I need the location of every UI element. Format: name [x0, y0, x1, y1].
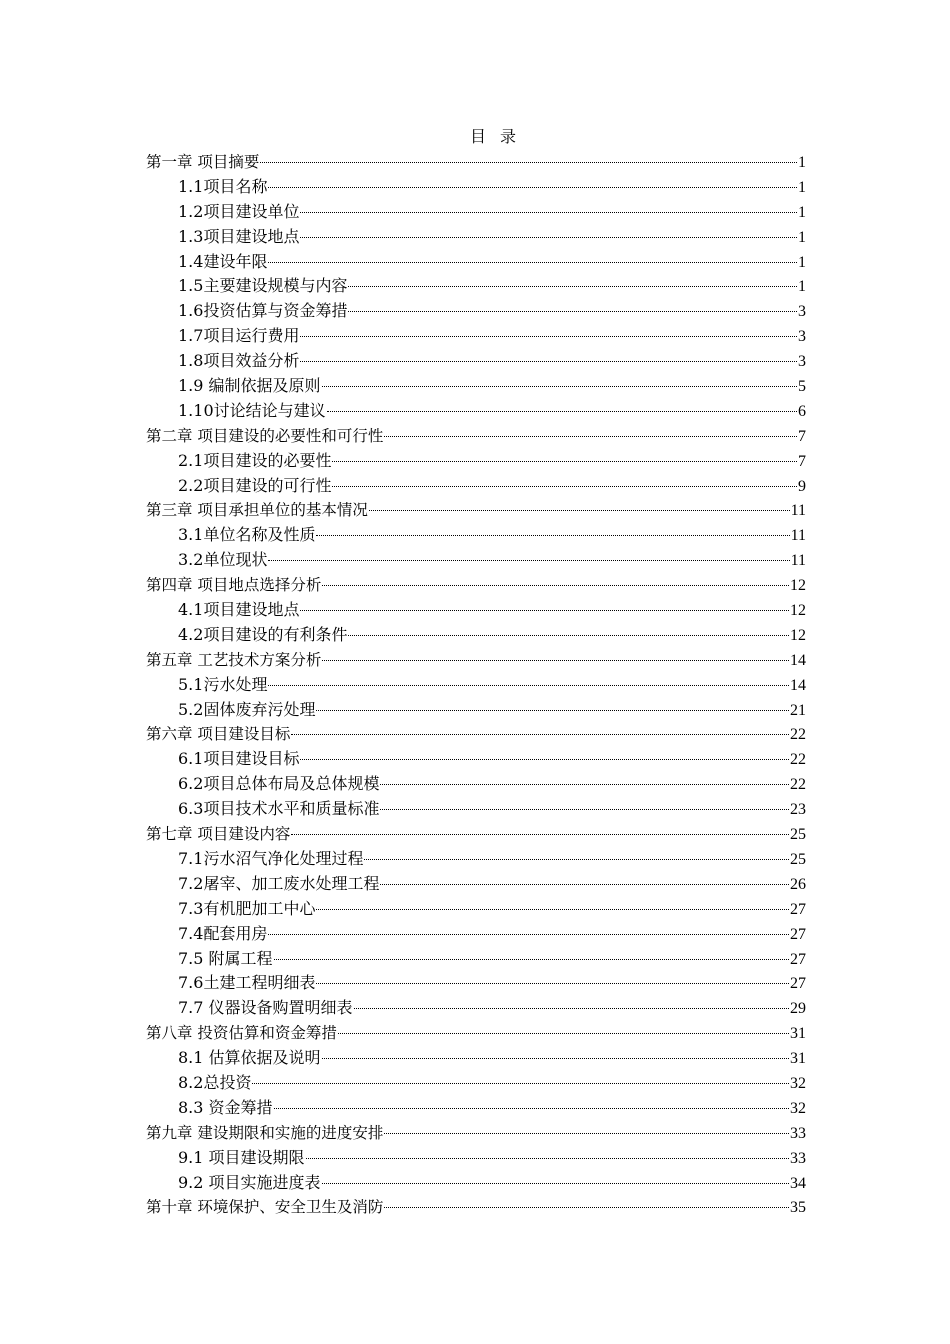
- toc-section-entry[interactable]: [146, 474, 806, 499]
- toc-section-entry[interactable]: [146, 872, 806, 897]
- toc-page-number: 32: [790, 1074, 806, 1092]
- toc-entry-label: 6.2项目总体布局及总体规模: [178, 774, 380, 794]
- toc-entry-label: 第七章 项目建设内容: [146, 825, 291, 844]
- toc-page-number: 5: [798, 378, 806, 396]
- toc-dot-leader: [364, 858, 789, 860]
- toc-entry-label: 7.5 附属工程: [178, 948, 273, 968]
- toc-section-entry[interactable]: [146, 449, 806, 474]
- toc-dot-leader: [268, 684, 789, 686]
- toc-page-number: 34: [790, 1174, 806, 1192]
- toc-chapter-entry[interactable]: [146, 648, 806, 673]
- toc-page-number: 12: [790, 626, 806, 644]
- toc-entry-label: 4.2项目建设的有利条件: [178, 624, 348, 644]
- toc-page-number: 1: [798, 154, 806, 171]
- toc-dot-leader: [306, 1157, 789, 1159]
- toc-dot-leader: [268, 261, 797, 263]
- toc-section-entry[interactable]: [146, 1096, 806, 1121]
- toc-entry-label: 7.2屠宰、加工废水处理工程: [178, 873, 380, 893]
- toc-page-number: 22: [790, 726, 806, 744]
- toc-entry-label: 第八章 投资估算和资金筹措: [146, 1024, 337, 1043]
- toc-entry-label: 1.3项目建设地点: [178, 226, 300, 246]
- toc-entry-label: 3.2单位现状: [178, 550, 268, 570]
- toc-page-number: 27: [790, 900, 806, 918]
- toc-page-number: 31: [790, 1050, 806, 1068]
- toc-dot-leader: [291, 833, 789, 835]
- toc-entry-label: 9.1 项目建设期限: [178, 1147, 305, 1167]
- toc-chapter-entry[interactable]: [146, 1195, 806, 1220]
- toc-chapter-entry[interactable]: [146, 1121, 806, 1146]
- toc-page-number: 22: [790, 751, 806, 769]
- toc-section-entry[interactable]: [146, 797, 806, 822]
- toc-entry-label: 6.3项目技术水平和质量标准: [178, 799, 380, 819]
- toc-dot-leader: [380, 808, 789, 810]
- toc-entry-label: 1.2项目建设单位: [178, 201, 300, 221]
- toc-section-entry[interactable]: [146, 374, 806, 399]
- toc-page-number: 1: [798, 278, 806, 296]
- toc-section-entry[interactable]: [146, 225, 806, 250]
- toc-page-number: 6: [798, 402, 806, 420]
- table-of-contents: [146, 150, 806, 1220]
- toc-section-entry[interactable]: [146, 1171, 806, 1196]
- toc-page-number: 11: [790, 527, 806, 545]
- toc-entry-label: 1.4建设年限: [178, 251, 268, 271]
- toc-entry-label: 5.1污水处理: [178, 674, 268, 694]
- toc-dot-leader: [260, 161, 797, 163]
- toc-entry-label: 1.10讨论结论与建议: [178, 400, 326, 420]
- toc-section-entry[interactable]: [146, 1146, 806, 1171]
- toc-section-entry[interactable]: [146, 996, 806, 1021]
- toc-dot-leader: [384, 1132, 789, 1134]
- toc-entry-label: 7.7 仪器设备购置明细表: [178, 998, 353, 1018]
- toc-entry-label: 5.2固体废弃污处理: [178, 699, 316, 719]
- toc-section-entry[interactable]: [146, 772, 806, 797]
- toc-page-number: 11: [790, 502, 806, 520]
- toc-section-entry[interactable]: [146, 897, 806, 922]
- toc-dot-leader: [300, 758, 789, 760]
- toc-section-entry[interactable]: [146, 548, 806, 573]
- toc-chapter-entry[interactable]: [146, 722, 806, 747]
- toc-chapter-entry[interactable]: [146, 150, 806, 175]
- toc-dot-leader: [274, 958, 789, 960]
- toc-page-number: 25: [790, 850, 806, 868]
- toc-section-entry[interactable]: [146, 747, 806, 772]
- toc-dot-leader: [291, 733, 789, 735]
- toc-dot-leader: [348, 285, 797, 287]
- toc-entry-label: 第三章 项目承担单位的基本情况: [146, 501, 368, 520]
- toc-page-number: 27: [790, 925, 806, 943]
- toc-section-entry[interactable]: [146, 523, 806, 548]
- toc-entry-label: 第四章 项目地点选择分析: [146, 576, 322, 595]
- toc-entry-label: 2.1项目建设的必要性: [178, 450, 332, 470]
- toc-page-number: 21: [790, 701, 806, 719]
- toc-entry-label: 1.9 编制依据及原则: [178, 376, 321, 396]
- toc-page-number: 14: [790, 651, 806, 669]
- toc-page-number: 35: [790, 1199, 806, 1217]
- toc-entry-label: 第一章 项目摘要: [146, 153, 260, 171]
- toc-section-entry[interactable]: [146, 399, 806, 424]
- toc-section-entry[interactable]: [146, 971, 806, 996]
- toc-page-number: 1: [798, 228, 806, 246]
- toc-dot-leader: [322, 1182, 789, 1184]
- toc-entry-label: 1.5主要建设规模与内容: [178, 276, 348, 296]
- toc-dot-leader: [300, 211, 797, 213]
- toc-page-number: 31: [790, 1025, 806, 1043]
- toc-entry-label: 7.1污水沼气净化处理过程: [178, 848, 364, 868]
- toc-page-number: 14: [790, 676, 806, 694]
- toc-entry-label: 6.1项目建设目标: [178, 749, 300, 769]
- toc-page-number: 3: [798, 328, 806, 346]
- toc-page-number: 23: [790, 801, 806, 819]
- toc-section-entry[interactable]: [146, 922, 806, 947]
- toc-page-number: 9: [798, 477, 806, 495]
- toc-entry-label: 9.2 项目实施进度表: [178, 1172, 321, 1192]
- toc-dot-leader: [252, 1082, 789, 1084]
- toc-dot-leader: [268, 933, 789, 935]
- toc-section-entry[interactable]: [146, 673, 806, 698]
- toc-page-number: 29: [790, 1000, 806, 1018]
- toc-dot-leader: [348, 310, 797, 312]
- toc-section-entry[interactable]: [146, 598, 806, 623]
- toc-dot-leader: [332, 485, 797, 487]
- toc-page-number: 7: [798, 452, 806, 470]
- toc-dot-leader: [380, 883, 789, 885]
- toc-section-entry[interactable]: [146, 274, 806, 299]
- toc-entry-label: 1.7项目运行费用: [178, 326, 300, 346]
- toc-dot-leader: [384, 435, 797, 437]
- toc-chapter-entry[interactable]: [146, 1021, 806, 1046]
- toc-dot-leader: [274, 1107, 789, 1109]
- toc-section-entry[interactable]: [146, 349, 806, 374]
- toc-entry-label: 第九章 建设期限和实施的进度安排: [146, 1123, 384, 1142]
- toc-entry-label: 8.1 估算依据及说明: [178, 1048, 321, 1068]
- toc-entry-label: 2.2项目建设的可行性: [178, 475, 332, 495]
- toc-dot-leader: [322, 1057, 789, 1059]
- toc-page-number: 27: [790, 975, 806, 993]
- toc-dot-leader: [268, 559, 789, 561]
- toc-page-number: 1: [798, 253, 806, 271]
- toc-chapter-entry[interactable]: [146, 822, 806, 847]
- toc-section-entry[interactable]: [146, 623, 806, 648]
- toc-dot-leader: [300, 236, 797, 238]
- toc-dot-leader: [327, 410, 797, 412]
- toc-dot-leader: [332, 460, 797, 462]
- toc-dot-leader: [316, 982, 789, 984]
- toc-dot-leader: [316, 908, 789, 910]
- toc-section-entry[interactable]: [146, 1046, 806, 1071]
- toc-section-entry[interactable]: [146, 200, 806, 225]
- toc-page-number: 33: [790, 1149, 806, 1167]
- toc-section-entry[interactable]: [146, 324, 806, 349]
- toc-entry-label: 7.6土建工程明细表: [178, 973, 316, 993]
- toc-section-entry[interactable]: [146, 299, 806, 324]
- toc-page-number: 1: [798, 178, 806, 196]
- toc-entry-label: 第六章 项目建设目标: [146, 725, 291, 744]
- toc-page-number: 7: [798, 427, 806, 445]
- toc-dot-leader: [316, 534, 789, 536]
- toc-dot-leader: [369, 509, 790, 511]
- toc-entry-label: 第十章 环境保护、安全卫生及消防: [146, 1198, 384, 1217]
- toc-page-number: 22: [790, 776, 806, 794]
- toc-page-number: 25: [790, 826, 806, 844]
- toc-entry-label: 8.3 资金筹措: [178, 1097, 273, 1117]
- toc-dot-leader: [384, 1206, 789, 1208]
- toc-section-entry[interactable]: [146, 947, 806, 972]
- toc-dot-leader: [348, 634, 789, 636]
- toc-page-number: 32: [790, 1099, 806, 1117]
- toc-entry-label: 7.4配套用房: [178, 923, 268, 943]
- toc-page-number: 27: [790, 950, 806, 968]
- toc-dot-leader: [300, 360, 797, 362]
- toc-title: 目录: [469, 127, 530, 146]
- toc-dot-leader: [316, 709, 789, 711]
- toc-dot-leader: [300, 335, 797, 337]
- toc-page-number: 33: [790, 1124, 806, 1142]
- toc-page-number: 3: [798, 303, 806, 321]
- toc-dot-leader: [380, 783, 789, 785]
- toc-page-number: 12: [790, 577, 806, 595]
- toc-dot-leader: [354, 1007, 789, 1009]
- toc-chapter-entry[interactable]: [146, 573, 806, 598]
- toc-section-entry[interactable]: [146, 1071, 806, 1096]
- toc-dot-leader: [322, 385, 797, 387]
- toc-entry-label: 1.6投资估算与资金筹措: [178, 301, 348, 321]
- toc-dot-leader: [268, 186, 797, 188]
- toc-page-number: 11: [790, 552, 806, 570]
- toc-dot-leader: [300, 609, 789, 611]
- toc-entry-label: 7.3有机肥加工中心: [178, 898, 316, 918]
- toc-entry-label: 8.2总投资: [178, 1072, 252, 1092]
- toc-chapter-entry[interactable]: [146, 498, 806, 523]
- toc-page-number: 3: [798, 353, 806, 371]
- toc-entry-label: 3.1单位名称及性质: [178, 525, 316, 545]
- toc-entry-label: 第五章 工艺技术方案分析: [146, 650, 322, 669]
- toc-page-number: 26: [790, 875, 806, 893]
- toc-dot-leader: [322, 659, 789, 661]
- toc-section-entry[interactable]: [146, 847, 806, 872]
- toc-section-entry[interactable]: [146, 250, 806, 275]
- toc-dot-leader: [322, 584, 789, 586]
- toc-section-entry[interactable]: [146, 698, 806, 723]
- toc-entry-label: 1.8项目效益分析: [178, 351, 300, 371]
- toc-section-entry[interactable]: [146, 175, 806, 200]
- toc-dot-leader: [338, 1032, 789, 1034]
- toc-chapter-entry[interactable]: [146, 424, 806, 449]
- toc-entry-label: 4.1项目建设地点: [178, 600, 300, 620]
- toc-page-number: 12: [790, 602, 806, 620]
- toc-entry-label: 第二章 项目建设的必要性和可行性: [146, 426, 384, 445]
- toc-page-number: 1: [798, 203, 806, 221]
- toc-entry-label: 1.1项目名称: [178, 176, 268, 196]
